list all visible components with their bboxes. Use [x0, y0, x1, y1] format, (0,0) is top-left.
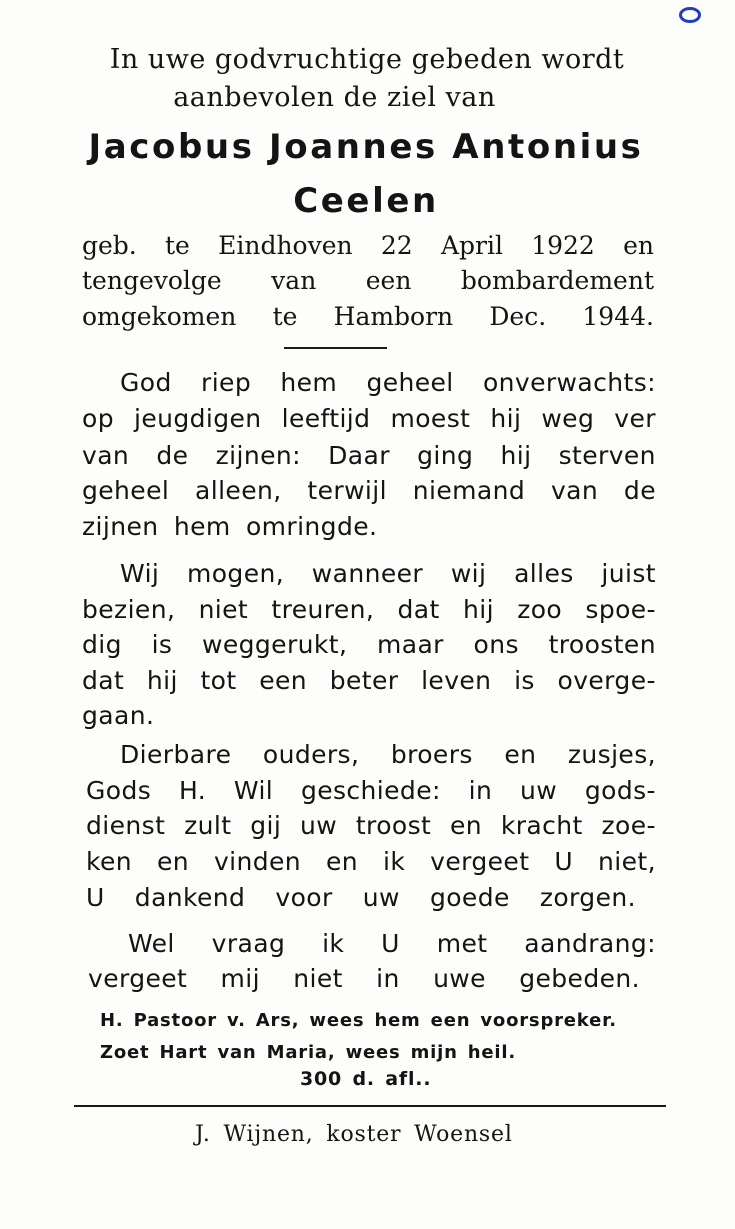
printer-credit: J. Wijnen, koster Woensel — [195, 1122, 513, 1147]
word: spoe- — [585, 595, 656, 624]
word: aandrang: — [524, 929, 656, 958]
word: sterven — [558, 441, 656, 470]
paragraph-line — [128, 931, 656, 956]
word: dat — [397, 595, 440, 624]
word: treuren, — [271, 595, 375, 624]
paragraph-line: zijnen hem omringde. — [82, 512, 378, 541]
paragraph-line — [120, 742, 656, 767]
word: dankend — [134, 883, 246, 912]
deceased-family-name: Ceelen — [293, 181, 439, 221]
word: geschiede: — [300, 776, 441, 805]
word: onverwachts: — [482, 368, 656, 397]
prayer-line-1: H. Pastoor v. Ars, wees hem een voorspreker. — [100, 1010, 617, 1031]
word: zoo — [517, 595, 563, 624]
word: Daar — [328, 441, 390, 470]
word: te — [272, 302, 298, 331]
word: bombardement — [460, 266, 654, 295]
paragraph-line — [86, 813, 656, 838]
deceased-given-names: Jacobus Joannes Antonius — [88, 127, 644, 167]
word: hij — [146, 666, 178, 695]
word: troost — [355, 811, 432, 840]
word: H. — [178, 776, 207, 805]
word: uwe — [433, 964, 486, 993]
word: ouders, — [262, 740, 360, 769]
word: en — [623, 231, 654, 260]
word: en — [450, 811, 483, 840]
word: zoe- — [601, 811, 656, 840]
word: hem — [280, 368, 338, 397]
word: ver — [614, 404, 656, 433]
word: wanneer — [311, 559, 424, 588]
word: dig — [82, 630, 122, 659]
word: weggerukt, — [202, 630, 348, 659]
word: uw — [299, 811, 338, 840]
word: vergeet — [430, 847, 530, 876]
word: ging — [417, 441, 474, 470]
word: goede — [429, 883, 510, 912]
word: moest — [390, 404, 471, 433]
paragraph-line — [86, 849, 656, 874]
word: geheel — [82, 476, 170, 505]
word: broers — [390, 740, 473, 769]
word: voor — [275, 883, 333, 912]
word: is — [514, 666, 535, 695]
word: U — [381, 929, 400, 958]
word: Hamborn — [333, 302, 454, 331]
word: met — [436, 929, 488, 958]
bio-line — [82, 304, 654, 329]
word: is — [151, 630, 173, 659]
word: Wil — [233, 776, 274, 805]
word: juist — [601, 559, 656, 588]
word: leven — [421, 666, 492, 695]
bio-line — [82, 268, 654, 293]
word: in — [376, 964, 400, 993]
word: alleen, — [195, 476, 282, 505]
word: geb. — [82, 231, 137, 260]
word: vinden — [213, 847, 302, 876]
bio-line — [82, 233, 654, 258]
word: te — [165, 231, 190, 260]
word: beter — [329, 666, 399, 695]
prayer-line-2: Zoet Hart van Maria, wees mijn heil. — [100, 1042, 516, 1063]
word: Wij — [120, 559, 160, 588]
word: terwijl — [307, 476, 387, 505]
word: tengevolge — [82, 266, 222, 295]
word: omgekomen — [82, 302, 237, 331]
word: niemand — [412, 476, 526, 505]
word: ons — [473, 630, 519, 659]
word: troosten — [548, 630, 656, 659]
word: van — [550, 476, 599, 505]
word: in — [468, 776, 493, 805]
word: vergeet — [88, 964, 188, 993]
intro-line-2: aanbevolen de ziel van — [173, 82, 496, 113]
word: Dec. — [489, 302, 547, 331]
word: April — [440, 231, 503, 260]
word: tot — [200, 666, 237, 695]
paragraph-line — [82, 406, 656, 431]
word: maar — [376, 630, 444, 659]
paragraph-line — [82, 632, 656, 657]
word: leeftijd — [281, 404, 371, 433]
footer-divider — [74, 1105, 666, 1107]
paragraph-line — [120, 370, 656, 395]
word: jeugdigen — [134, 404, 262, 433]
word: mij — [220, 964, 260, 993]
word: een — [365, 266, 412, 295]
word: van — [82, 441, 130, 470]
word: 1944. — [582, 302, 654, 331]
paragraph-line — [82, 443, 656, 468]
word: 22 — [380, 231, 413, 260]
word: gij — [250, 811, 282, 840]
word: van — [271, 266, 317, 295]
paragraph-line — [88, 966, 640, 991]
word: hij — [500, 441, 532, 470]
paragraph-line — [86, 885, 636, 910]
word: zorgen. — [539, 883, 636, 912]
paragraph-line: gaan. — [82, 701, 155, 730]
word: riep — [201, 368, 252, 397]
word: ken — [86, 847, 133, 876]
word: bezien, — [82, 595, 176, 624]
word: niet, — [598, 847, 656, 876]
word: ik — [382, 847, 406, 876]
word: zult — [184, 811, 232, 840]
word: uw — [520, 776, 558, 805]
word: en — [326, 847, 359, 876]
word: kracht — [500, 811, 583, 840]
word: gods- — [584, 776, 656, 805]
word: en — [156, 847, 189, 876]
word: de — [156, 441, 189, 470]
paragraph-line — [82, 597, 656, 622]
paragraph-line — [86, 778, 656, 803]
paragraph-line — [82, 668, 656, 693]
word: en — [504, 740, 537, 769]
word: 1922 — [531, 231, 595, 260]
word: vraag — [211, 929, 286, 958]
word: uw — [362, 883, 400, 912]
word: Dierbare — [120, 740, 232, 769]
word: ik — [322, 929, 345, 958]
word: God — [120, 368, 172, 397]
word: gebeden. — [519, 964, 640, 993]
word: U — [554, 847, 574, 876]
word: geheel — [366, 368, 454, 397]
word: wij — [450, 559, 487, 588]
word: Gods — [86, 776, 152, 805]
indulgence-text: 300 d. afl.. — [300, 1068, 432, 1090]
paragraph-line — [120, 561, 656, 586]
word: weg — [541, 404, 595, 433]
short-divider — [284, 347, 387, 349]
word: op — [82, 404, 114, 433]
word: hij — [490, 404, 522, 433]
blue-circle-mark-icon — [678, 6, 702, 24]
paragraph-line — [82, 478, 656, 503]
word: overge- — [557, 666, 656, 695]
word: zijnen: — [215, 441, 301, 470]
word: dat — [82, 666, 125, 695]
word: hij — [463, 595, 494, 624]
word: mogen, — [186, 559, 285, 588]
word: U — [86, 883, 105, 912]
word: de — [623, 476, 656, 505]
word: Wel — [128, 929, 175, 958]
word: niet — [198, 595, 249, 624]
word: niet — [293, 964, 343, 993]
word: een — [259, 666, 308, 695]
intro-line-1: In uwe godvruchtige gebeden wordt — [109, 44, 625, 75]
word: Eindhoven — [218, 231, 353, 260]
word: zusjes, — [567, 740, 656, 769]
word: dienst — [86, 811, 166, 840]
word: alles — [514, 559, 574, 588]
